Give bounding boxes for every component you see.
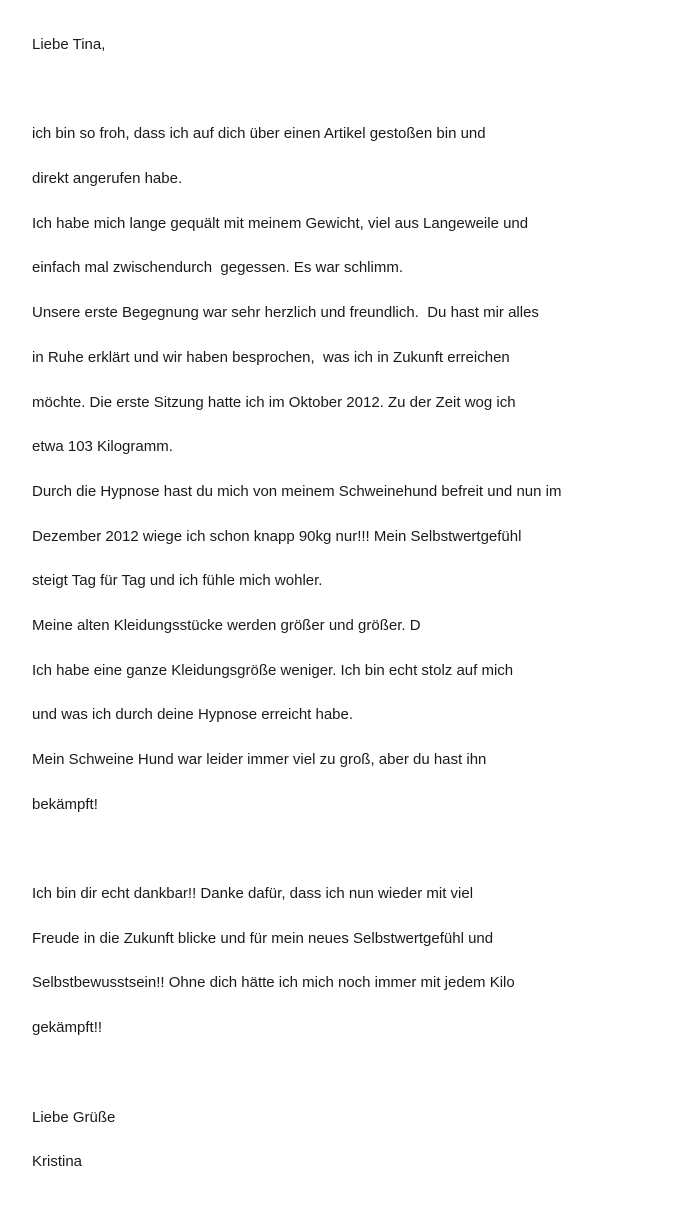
body-line: Ich habe mich lange gequält mit meinem Gewicht, viel aus Langeweile und <box>32 214 529 232</box>
signature: Kristina <box>32 1153 83 1171</box>
body-line: direkt angerufen habe. <box>32 170 183 188</box>
body-line: Durch die Hypnose hast du mich von meinem Schweinehund befreit und nun im <box>32 482 562 500</box>
body-line: etwa 103 Kilogramm. <box>32 438 173 456</box>
blank-line <box>32 77 672 122</box>
body-line: Unsere erste Begegnung war sehr herzlich und freundlich. Du hast mir alles <box>32 304 539 322</box>
body-line: Ich habe eine ganze Kleidungsgröße weniger. Ich bin echt stolz auf mich <box>32 661 514 679</box>
body-line: und was ich durch deine Hypnose erreicht habe. <box>32 706 354 724</box>
blank-line <box>32 1060 672 1105</box>
body-line: Mein Schweine Hund war leider immer viel zu groß, aber du hast ihn <box>32 751 487 768</box>
closing-line: Ich bin dir echt dankbar!! Danke dafür, dass ich nun wieder mit viel <box>32 885 474 903</box>
closing-line: Freude in die Zukunft blicke und für mein neues Selbstwertgefühl und <box>32 929 494 947</box>
letter <box>32 32 672 1194</box>
body-line: Meine alten Kleidungsstücke werden größer und größer. D <box>32 616 421 634</box>
body-line: ich bin so froh, dass ich auf dich über einen Artikel gestoßen bin und <box>32 125 486 143</box>
blank-line <box>32 836 672 881</box>
salutation: Liebe Tina, <box>32 36 106 53</box>
body-line: steigt Tag für Tag und ich fühle mich wohler. <box>32 572 323 590</box>
body-line: bekämpft! <box>32 795 98 813</box>
body-line: möchte. Die erste Sitzung hatte ich im Oktober 2012. Zu der Zeit wog ich <box>32 393 516 411</box>
greeting: Liebe Grüße <box>32 1108 116 1126</box>
body-line: einfach mal zwischendurch gegessen. Es war schlimm. <box>32 259 403 277</box>
closing-line: gekämpft!! <box>32 1019 103 1037</box>
body-line: in Ruhe erklärt und wir haben besprochen, was ich in Zukunft erreichen <box>32 348 510 366</box>
closing-line: Selbstbewusstsein!! Ohne dich hätte ich mich noch immer mit jedem Kilo <box>32 974 515 992</box>
body-line: Dezember 2012 wiege ich schon knapp 90kg nur!!! Mein Selbstwertgefühl <box>32 527 522 545</box>
